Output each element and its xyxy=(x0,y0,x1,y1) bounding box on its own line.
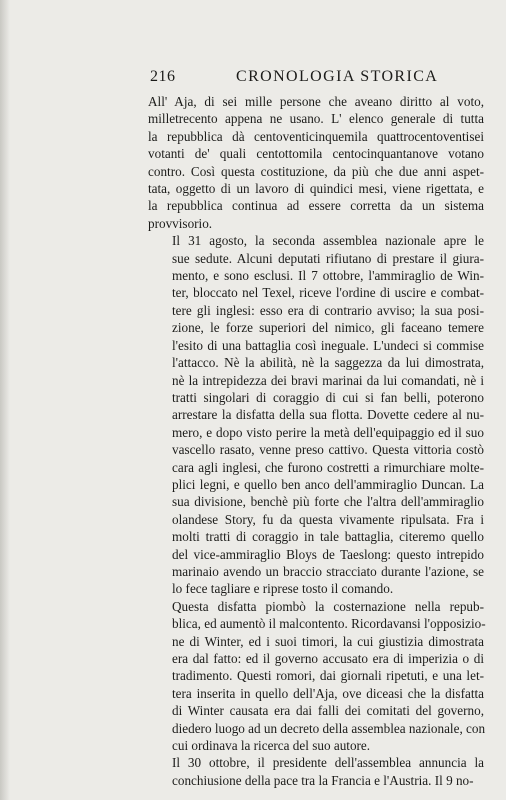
text-line: tere gli inglesi: esso era di contrario avviso; la sua posi- xyxy=(172,302,484,318)
text-line: provvisorio. xyxy=(148,215,213,231)
text-line: ne di Winter, ed i suoi timori, la cui giustizia dimostrata xyxy=(172,633,484,649)
text-line: plici legni, e quello ben anco dell'ammiraglio Duncan. La xyxy=(172,476,484,492)
text-line: contro. Così questa costituzione, da più che due anni aspet- xyxy=(148,163,484,179)
text-line: milletrecento appena ne usano. L' elenco generale di tutta xyxy=(148,111,484,127)
text-line: l'esito di una battaglia così ineguale. L'undeci si commise xyxy=(172,337,484,353)
text-line: tata, oggetto di un lavoro di quindici mesi, viene rigettata, e xyxy=(148,181,484,197)
text-line: Questa disfatta piombò la costernazione nella repub- xyxy=(172,598,484,614)
text-line: di Winter causata era dai falli dei comitati del governo, xyxy=(172,703,484,719)
text-line: Il 31 agosto, la seconda assemblea nazionale apre le xyxy=(172,233,484,249)
page-gutter-shadow xyxy=(0,0,10,800)
text-line: tradimento. Questi romori, dai giornali ripetuti, e una let- xyxy=(172,668,484,684)
text-line: sua divisione, benchè più forte che l'altra dell'ammiraglio xyxy=(172,494,484,510)
text-line: All' Aja, di sei mille persone che aveano diritto al voto, xyxy=(148,94,484,109)
text-line: era dal fatto: ed il governo accusato era di imperizia o di xyxy=(172,651,484,666)
text-line: vascello rasato, venne preso cattivo. Questa vittoria costò xyxy=(172,442,484,458)
paragraph xyxy=(148,598,484,755)
text-line: la repubblica dà centoventicinquemila quattrocentoventisei xyxy=(148,128,484,144)
text-line: conchiusione della pace tra la Francia e l'Austria. Il 9 no- xyxy=(172,772,474,788)
text-line: cui ordinava la ricerca del suo autore. xyxy=(172,738,371,754)
text-line: sue sedute. Alcuni deputati rifiutano di prestare il giura- xyxy=(172,250,484,266)
text-line: olandese Story, fu da questa vivamente ripulsata. Fra i xyxy=(172,511,484,527)
text-line: tratti singolari di coraggio di cui si fan belli, poterono xyxy=(172,389,484,405)
text-line: mento, e sono esclusi. Il 7 ottobre, l'ammiraglio de Win- xyxy=(172,268,484,284)
text-line: diedero luogo ad un decreto della assemblea nazionale, con xyxy=(172,720,486,736)
text-line: marinaio avendo un braccio stracciato durante l'azione, se xyxy=(172,563,484,579)
text-line: del vice-ammiraglio Bloys de Taeslong: questo intrepido xyxy=(172,546,484,562)
paragraph xyxy=(148,232,484,598)
text-line: l'attacco. Nè la abilità, nè la saggezza da lui dimostrata, xyxy=(172,355,484,371)
text-line: votanti de' quali centottomila centocinquantanove votano xyxy=(148,146,484,162)
text-line: blica, ed aumentò il malcontento. Ricordavansi l'opposizio- xyxy=(172,616,486,632)
page-header xyxy=(150,68,480,88)
text-line: mero, e dopo visto perire la metà dell'equipaggio ed il suo xyxy=(172,424,484,440)
text-line: ter, bloccato nel Texel, riceve l'ordine di uscire e combat- xyxy=(172,285,484,301)
page-number: 216 xyxy=(150,68,176,85)
running-title: CRONOLOGIA STORICA xyxy=(236,68,439,85)
paragraph xyxy=(148,93,484,232)
text-line: arrestare la disfatta della sua flotta. Dovette cedere al nu- xyxy=(172,407,484,423)
text-line: zione, le forze superiori del nimico, gli faceano temere xyxy=(172,320,484,336)
body-text xyxy=(148,93,484,789)
text-line: tera inserita in quello dell'Aja, ove diceasi che la disfatta xyxy=(172,685,484,701)
text-line: molti tratti di coraggio in tale battaglia, citeremo quello xyxy=(172,529,484,545)
text-line: cara agli inglesi, che furono costretti a rimurchiare molte- xyxy=(172,459,484,475)
paragraph xyxy=(148,754,484,789)
text-line: la repubblica continua ad essere corretta da un sistema xyxy=(148,198,484,214)
text-line: lo fece tagliare e riprese tosto il comando. xyxy=(172,581,394,597)
text-line: nè la intrepidezza dei bravi marinai da lui comandati, nè i xyxy=(172,372,484,388)
text-line: Il 30 ottobre, il presidente dell'assemblea annuncia la xyxy=(172,755,484,771)
